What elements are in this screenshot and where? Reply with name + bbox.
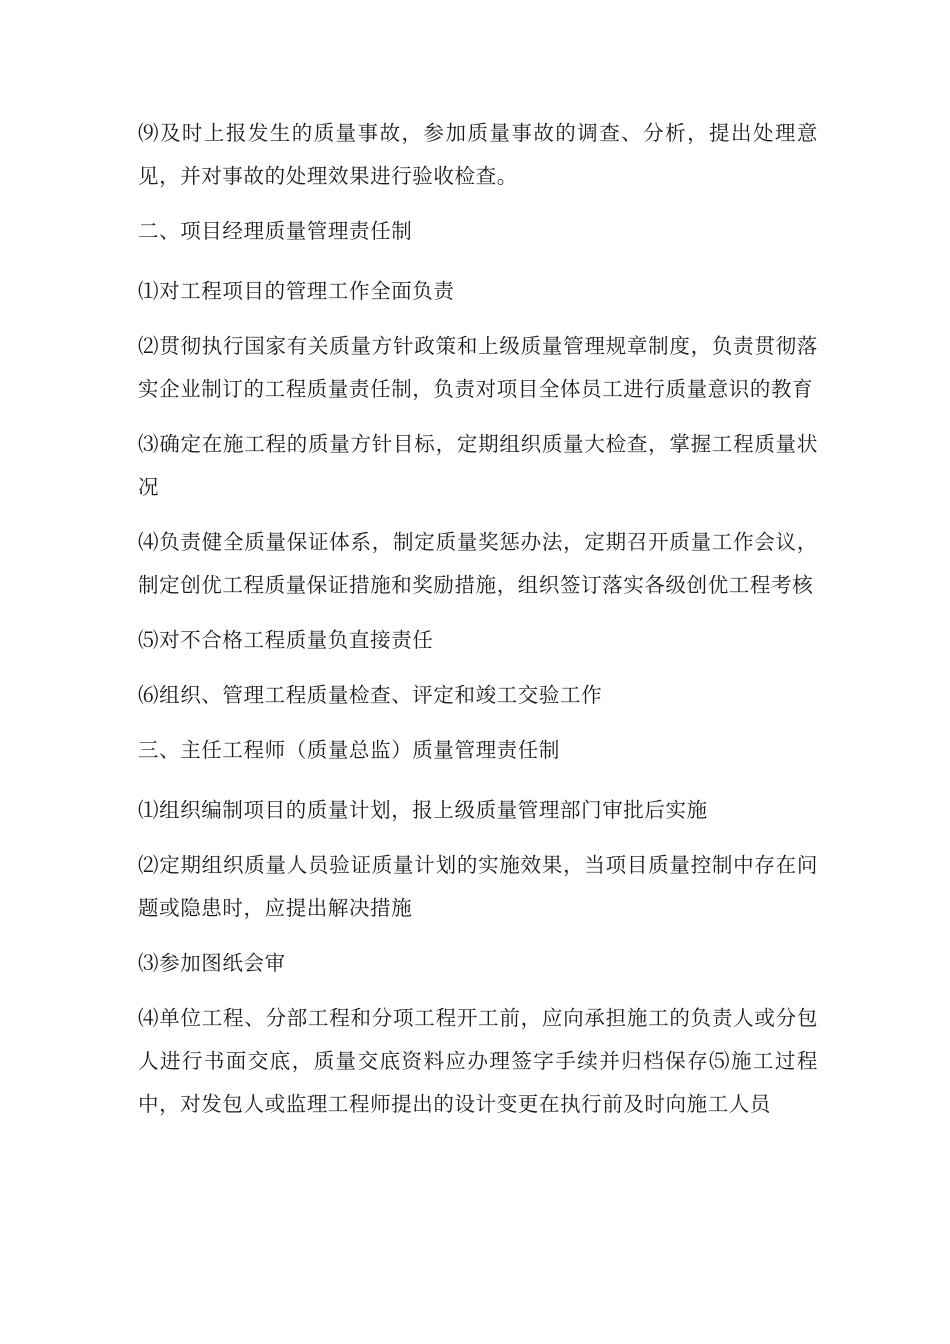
paragraph-ce-1: ⑴组织编制项目的质量计划，报上级质量管理部门审批后实施 (138, 798, 708, 822)
paragraph-ce-3: ⑶参加图纸会审 (138, 951, 286, 975)
paragraph-pm-3: ⑶确定在施工程的质量方针目标，定期组织质量大检查，掌握工程质量状况 (138, 432, 818, 499)
paragraph-pm-4: ⑷负责健全质量保证体系，制定质量奖惩办法，定期召开质量工作会议，制定创优工程质量保证措施和奖励措施，组织签订落实各级创优工程考核 (138, 530, 818, 597)
paragraph-ce-4: ⑷单位工程、分部工程和分项工程开工前，应向承担施工的负责人或分包人进行书面交底，质量交底资料应办理签字手续并归档保存⑸施工过程中，对发包人或监理工程师提出的设计变更在执行前及时向施工人员 (138, 1006, 818, 1116)
document-body (138, 112, 818, 1138)
paragraph-pm-6: ⑹组织、管理工程质量检查、评定和竣工交验工作 (138, 683, 603, 707)
section-heading-chief-engineer: 三、主任工程师（质量总监）质量管理责任制 (138, 738, 560, 762)
paragraph-ce-2: ⑵定期组织质量人员验证质量计划的实施效果，当项目质量控制中存在问题或隐患时，应提出解决措施 (138, 853, 818, 920)
paragraph-pm-1: ⑴对工程项目的管理工作全面负责 (138, 279, 455, 303)
section-heading-project-manager: 二、项目经理质量管理责任制 (138, 219, 413, 243)
paragraph-pm-2: ⑵贯彻执行国家有关质量方针政策和上级质量管理规章制度，负责贯彻落实企业制订的工程质量责任制，负责对项目全体员工进行质量意识的教育 (138, 334, 818, 401)
paragraph-pm-5: ⑸对不合格工程质量负直接责任 (138, 628, 434, 652)
paragraph-item-9: ⑼及时上报发生的质量事故，参加质量事故的调查、分析，提出处理意见，并对事故的处理效果进行验收检查。 (138, 121, 818, 188)
